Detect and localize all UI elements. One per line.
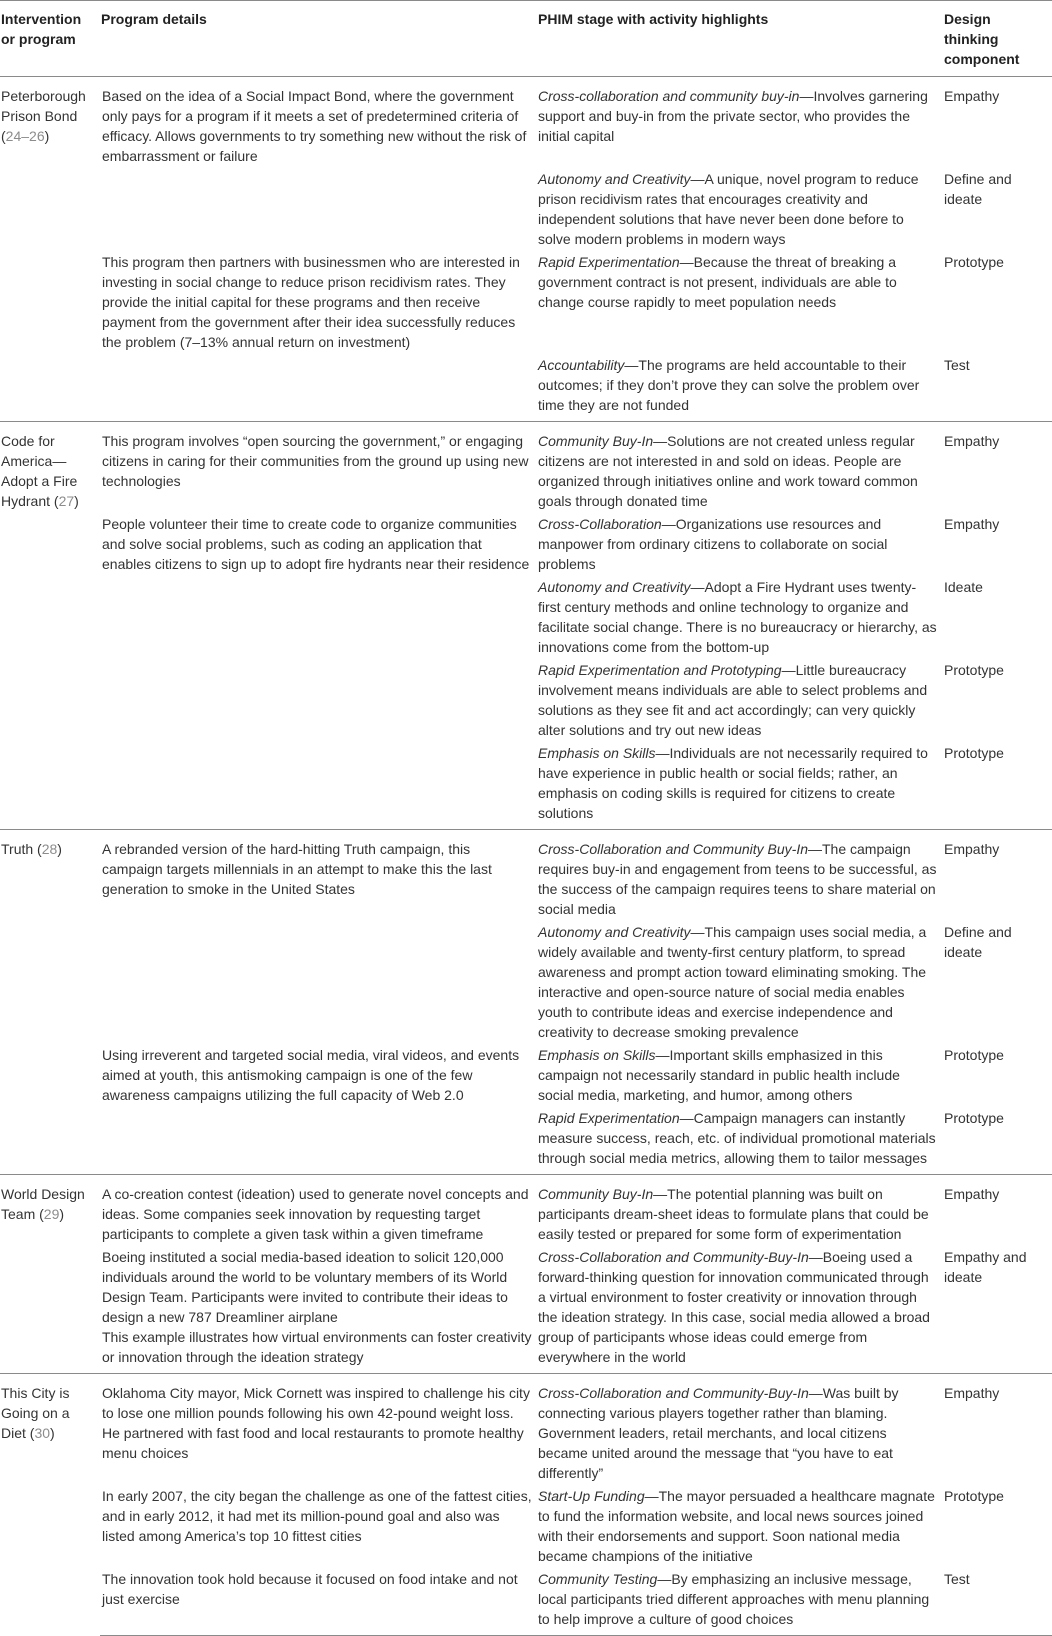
stage-name: Rapid Experimentation and Prototyping <box>538 662 782 678</box>
stage-activity: The programs are held accountable to their outcomes; if they don’t prove they can solve the problem over time they are not funded <box>538 357 920 413</box>
table-row <box>0 1044 1052 1107</box>
header-phim-stage: PHIM stage with activity highlights <box>537 1 942 77</box>
intervention-name: Code for America—Adopt a Fire Hydrant <box>1 433 78 509</box>
table-row <box>0 77 1052 169</box>
stage-activity: Organizations use resources and manpower from ordinary citizens to collaborate on social problems <box>538 516 888 572</box>
stage-activity: Important skills emphasized in this campaign not necessarily standard in public health include social media, marketing, and humor, among others <box>538 1047 900 1103</box>
design-component-cell: Empathy <box>944 88 1000 104</box>
table-row <box>0 1107 1052 1175</box>
design-component-cell: Prototype <box>944 662 1004 678</box>
table-row <box>0 354 1052 422</box>
intervention-cell: Truth (28) <box>0 830 100 1175</box>
citation-ref: 27 <box>58 493 75 509</box>
table-row <box>0 576 1052 659</box>
stage-activity: Campaign managers can instantly measure success, reach, etc. of individual promotional materials through social media metrics, allowing them to tailor messages <box>538 1110 936 1166</box>
design-component-cell: Empathy <box>942 830 1052 922</box>
phim-stage-cell: Start-Up Funding—The mayor persuaded a healthcare magnate to fund the information website, and local news sources joined with their endorsements and support. Soon national media became champions of the initiative <box>538 1488 935 1564</box>
program-details-cell <box>100 921 537 1044</box>
citation-ref: 30 <box>34 1425 51 1441</box>
stage-name: Autonomy and Creativity <box>538 171 691 187</box>
citation-ref: 29 <box>43 1206 60 1222</box>
design-component-cell: Prototype <box>944 254 1004 270</box>
phim-stage-cell: Autonomy and Creativity—A unique, novel program to reduce prison recidivism rates that encourages creativity and independent solutions that have never been done before to solve modern problems in modern ways <box>538 171 919 247</box>
program-details-cell <box>100 1107 537 1175</box>
phim-stage-cell: Emphasis on Skills—Individuals are not necessarily required to have experience in public health or social fields; rather, an emphasis on coding skills is required for citizens to create solutions <box>538 745 928 821</box>
design-component-cell: Test <box>942 1568 1052 1636</box>
program-details-cell: Based on the idea of a Social Impact Bond, where the government only pays for a program if it meets a set of predetermined criteria of efficacy. Allows governments to try something new without the risk of embarrassment or failure <box>102 88 527 164</box>
phim-stage-cell: Emphasis on Skills—Important skills emphasized in this campaign not necessarily standard in public health include social media, marketing, and humor, among others <box>538 1047 900 1103</box>
header-intervention: Intervention or program <box>0 1 100 77</box>
table-row <box>0 1175 1052 1247</box>
stage-activity: Individuals are not necessarily required to have experience in public health or social fields; rather, an emphasis on coding skills is required for citizens to create solutions <box>538 745 928 821</box>
program-details-cell: Using irreverent and targeted social media, viral videos, and events aimed at youth, this antismoking campaign is one of the few awareness campaigns utilizing the full capacity of Web 2.0 <box>102 1047 520 1103</box>
design-component-cell: Define and ideate <box>944 924 1012 960</box>
stage-name: Autonomy and Creativity <box>538 579 691 595</box>
citation-ref: 24–26 <box>5 128 45 144</box>
table-row <box>0 742 1052 830</box>
header-row <box>0 1 1052 77</box>
design-component-cell: Prototype <box>944 1047 1004 1063</box>
program-details-cell <box>100 576 537 659</box>
design-component-cell: Prototype <box>944 745 1004 761</box>
stage-activity: Little bureaucracy involvement means individuals are able to select problems and solutions as they see fit and act accordingly; can very quickly alter solutions and try out new ideas <box>538 662 928 738</box>
stage-activity: The campaign requires buy-in and engagement from teens to be successful, as the success of the campaign requires teens to share material on social media <box>538 841 937 917</box>
table-row <box>0 251 1052 354</box>
stage-name: Emphasis on Skills <box>538 745 656 761</box>
stage-activity: By emphasizing an inclusive message, local participants tried different approaches with menu planning to help improve a culture of good choices <box>538 1571 930 1627</box>
stage-activity: A unique, novel program to reduce prison recidivism rates that encourages creativity and independent solutions that have never been done before to solve modern problems in modern ways <box>538 171 919 247</box>
phim-stage-cell: Autonomy and Creativity—Adopt a Fire Hydrant uses twenty-first century methods and online technology to organize and facilitate social change. There is no bureaucracy or hierarchy, as innovations come from the bottom-up <box>538 579 937 655</box>
design-component-cell: Empathy <box>942 422 1052 514</box>
program-details-cell: This program then partners with businessmen who are interested in investing in social change to reduce prison recidivism rates. They provide the initial capital for these programs and then receive payment from the government after their idea successfully reduces the problem (7–13% annual return on investment) <box>102 254 520 350</box>
intervention-cell: Code for America—Adopt a Fire Hydrant (27) <box>0 422 100 830</box>
stage-name: Accountability <box>538 357 625 373</box>
phim-stage-cell: Cross-Collaboration and Community-Buy-In—Boeing used a forward-thinking question for innovation communicated through a virtual environment to foster creativity or innovation through the ideation strategy. In this case, social media allowed a broad group of participants whose ideas could emerge from everywhere in the world <box>538 1249 930 1365</box>
design-component-cell: Test <box>944 357 970 373</box>
stage-activity: Because the threat of breaking a government contract is not present, individuals are able to change course rapidly to meet population needs <box>538 254 897 310</box>
phim-stage-cell: Community Buy-In—Solutions are not created unless regular citizens are not interested in and sold on ideas. People are organized through initiatives online and work toward common goals through donated time <box>537 422 942 514</box>
phim-stage-cell: Autonomy and Creativity—This campaign uses social media, a widely available and twenty-first century platform, to spread awareness and prompt action toward eliminating smoking. The interactive and open-source nature of social media enables youth to contribute ideas and exercise independence and creativity to decrease smoking prevalence <box>538 924 927 1040</box>
stage-activity: This campaign uses social media, a widely available and twenty-first century platform, to spread awareness and prompt action toward eliminating smoking. The interactive and open-source nature of social media enables youth to contribute ideas and exercise independence and creativity to decrease smoking prevalence <box>538 924 927 1040</box>
stage-activity: Involves garnering support and buy-in from the private sector, who provides the initial capital <box>538 88 928 144</box>
program-details-cell <box>100 742 537 830</box>
stage-name: Start-Up Funding <box>538 1488 645 1504</box>
phim-stage-cell: Rapid Experimentation—Because the threat of breaking a government contract is not present, individuals are able to change course rapidly to meet population needs <box>538 254 897 310</box>
stage-activity: The mayor persuaded a healthcare magnate to fund the information website, and local news sources joined with their endorsements and support. Soon national media became champions of the initiative <box>538 1488 935 1564</box>
table-row <box>0 1246 1052 1374</box>
phim-stage-cell: Accountability—The programs are held accountable to their outcomes; if they don’t prove they can solve the problem over time they are not funded <box>538 357 920 413</box>
program-details-cell: People volunteer their time to create code to organize communities and solve social problems, such as coding an application that enables citizens to sign up to adopt fire hydrants near their residence <box>102 516 530 572</box>
table-row <box>0 1485 1052 1568</box>
stage-activity: The potential planning was built on participants dream-sheet ideas to formulate plans that could be easily tested or prepared for some form of experimentation <box>538 1186 929 1242</box>
program-details-cell: In early 2007, the city began the challenge as one of the fattest cities, and in early 2012, it had met its million-pound goal and also was listed among America’s top 10 fittest cities <box>102 1488 532 1544</box>
intervention-cell: Peterborough Prison Bond (24–26) <box>1 88 86 144</box>
design-component-cell: Empathy and ideate <box>944 1249 1027 1285</box>
program-details-cell: This program involves “open sourcing the government,” or engaging citizens in caring for their communities from the ground up using new technologies <box>100 422 537 514</box>
stage-activity: Adopt a Fire Hydrant uses twenty-first century methods and online technology to organize and facilitate social change. There is no bureaucracy or hierarchy, as innovations come from the bottom-up <box>538 579 937 655</box>
phim-stage-cell: Cross-Collaboration—Organizations use resources and manpower from ordinary citizens to collaborate on social problems <box>538 516 888 572</box>
program-details-cell: A rebranded version of the hard-hitting Truth campaign, this campaign targets millennials in an attempt to make this the last generation to smoke in the United States <box>100 830 537 922</box>
program-details-cell: Oklahoma City mayor, Mick Cornett was inspired to challenge his city to lose one million pounds following his own 42-pound weight loss. He partnered with fast food and local restaurants to promote healthy menu choices <box>100 1374 537 1486</box>
program-details-cell: A co-creation contest (ideation) used to generate novel concepts and ideas. Some companies seek innovation by requesting target participants to complete a given task within a given timeframe <box>100 1175 537 1247</box>
stage-activity: Was built by connecting various players together rather than blaming. Government leaders, retail merchants, and local citizens became united around the message that “you have to eat differently” <box>538 1385 899 1481</box>
program-details-cell: The innovation took hold because it focused on food intake and not just exercise <box>100 1568 537 1636</box>
table-row <box>0 921 1052 1044</box>
stage-name: Cross-Collaboration <box>538 516 662 532</box>
phim-stage-cell: Cross-Collaboration and Community-Buy-In—Was built by connecting various players together rather than blaming. Government leaders, retail merchants, and local citizens became united around the message that “you have to eat differently” <box>537 1374 942 1486</box>
table-row <box>0 659 1052 742</box>
design-component-cell: Prototype <box>944 1488 1004 1504</box>
header-program-details: Program details <box>100 1 537 77</box>
stage-name: Rapid Experimentation <box>538 1110 680 1126</box>
phim-stage-cell: Cross-collaboration and community buy-in—Involves garnering support and buy-in from the private sector, who provides the initial capital <box>538 88 928 144</box>
table-row <box>0 1568 1052 1636</box>
stage-name: Autonomy and Creativity <box>538 924 691 940</box>
phim-stage-cell: Rapid Experimentation and Prototyping—Little bureaucracy involvement means individuals are able to select problems and solutions as they see fit and act accordingly; can very quickly alter solutions and try out new ideas <box>538 662 928 738</box>
table-row <box>0 830 1052 922</box>
design-component-cell: Empathy <box>944 516 1000 532</box>
intervention-name: Truth <box>1 841 38 857</box>
stage-activity: Boeing used a forward-thinking question for innovation communicated through a virtual environment to foster creativity or innovation through the ideation strategy. In this case, social media allowed a broad group of participants whose ideas could emerge from everywhere in the world <box>538 1249 930 1365</box>
program-details-cell <box>100 168 537 251</box>
program-details-cell <box>100 354 537 422</box>
intervention-cell: World Design Team (29) <box>0 1175 100 1374</box>
intervention-name: This City is Going on a Diet <box>1 1385 70 1441</box>
stage-name: Rapid Experimentation <box>538 254 680 270</box>
header-design-thinking: Design thinking component <box>942 1 1052 77</box>
table-body <box>0 77 1052 1636</box>
stage-name: Cross-Collaboration and Community Buy-In <box>538 841 808 857</box>
phim-stage-cell: Cross-Collaboration and Community Buy-In—The campaign requires buy-in and engagement from teens to be successful, as the success of the campaign requires teens to share material on social media <box>537 830 942 922</box>
table-row <box>0 513 1052 576</box>
design-component-cell: Empathy <box>942 1175 1052 1247</box>
stage-name: Community Buy-In <box>538 1186 654 1202</box>
table-row <box>0 422 1052 514</box>
stage-activity: Solutions are not created unless regular citizens are not interested in and sold on ideas. People are organized through initiatives online and work toward common goals through donated time <box>538 433 918 509</box>
intervention-name: World Design Team <box>1 1186 85 1222</box>
phim-stage-cell: Community Buy-In—The potential planning was built on participants dream-sheet ideas to formulate plans that could be easily tested or prepared for some form of experimentation <box>537 1175 942 1247</box>
stage-name: Cross-Collaboration and Community-Buy-In <box>538 1249 809 1265</box>
intervention-cell: This City is Going on a Diet (30) <box>0 1374 100 1636</box>
table-row <box>0 1374 1052 1486</box>
table-row <box>0 168 1052 251</box>
program-details-cell: Boeing instituted a social media-based ideation to solicit 120,000 individuals around the world to be voluntary members of its World Design Team. Participants were invited to contribute their ideas to design a new 787 Dreamliner airplane This example illustrates how virtual environments can foster creativity or innovation through the ideation strategy <box>102 1249 532 1365</box>
stage-name: Emphasis on Skills <box>538 1047 656 1063</box>
stage-name: Cross-collaboration and community buy-in <box>538 88 800 104</box>
phim-stage-cell: Community Testing—By emphasizing an inclusive message, local participants tried different approaches with menu planning to help improve a culture of good choices <box>537 1568 942 1636</box>
stage-name: Cross-Collaboration and Community-Buy-In <box>538 1385 809 1401</box>
citation-ref: 28 <box>41 841 58 857</box>
stage-name: Community Testing <box>538 1571 658 1587</box>
design-component-cell: Define and ideate <box>944 171 1012 207</box>
program-details-cell <box>100 659 537 742</box>
stage-name: Community Buy-In <box>538 433 654 449</box>
intervention-name: Peterborough Prison Bond <box>1 88 86 124</box>
design-component-cell: Empathy <box>942 1374 1052 1486</box>
design-component-cell: Ideate <box>944 579 983 595</box>
design-component-cell: Prototype <box>944 1110 1004 1126</box>
phim-stage-cell: Rapid Experimentation—Campaign managers can instantly measure success, reach, etc. of individual promotional materials through social media metrics, allowing them to tailor messages <box>538 1110 936 1166</box>
